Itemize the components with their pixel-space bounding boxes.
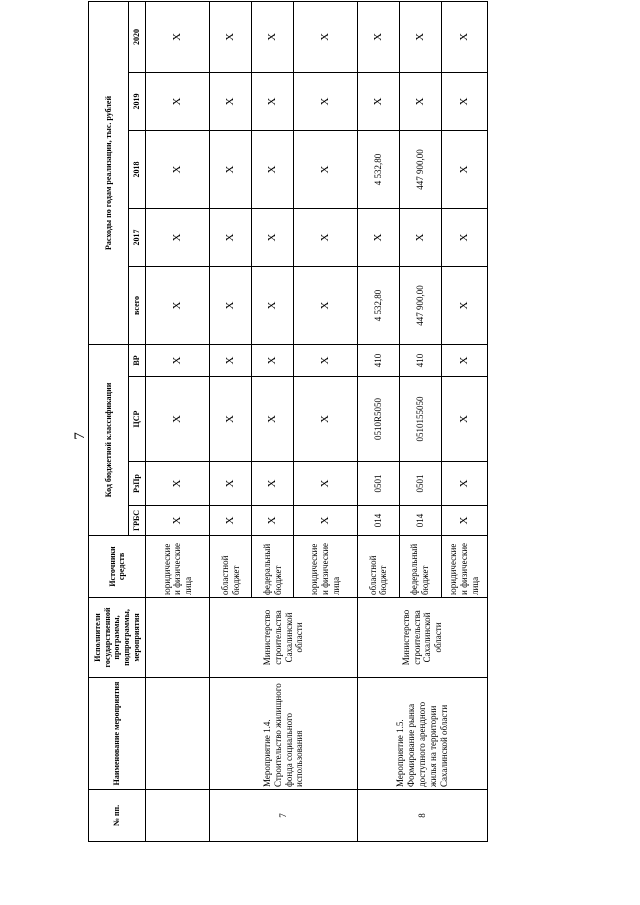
cell-grbs: 014 [399,506,441,536]
cell-2019: X [441,72,487,130]
cell-total: 4 532,80 [357,266,399,344]
cell-2020: X [252,1,294,72]
cell-2020: X [146,1,210,72]
cell-vr: 410 [357,344,399,376]
cell-grbs: 014 [357,506,399,536]
header-executor: Исполнители государственной программы, подпрограммы, мероприятия [89,598,146,678]
table-container [88,28,488,842]
cell-grbs: X [293,506,357,536]
cell-2018: X [210,130,252,208]
header-source: Источники средств [89,536,146,598]
cell-total: 447 900,00 [399,266,441,344]
table-row [210,1,252,841]
header-budget-code: Код бюджетной классификации [89,344,129,535]
cell-source: юридические и физические лица [146,536,210,598]
cell-empty [146,598,210,678]
cell-source: юридические и физические лица [293,536,357,598]
cell-rzpr: X [293,462,357,506]
cell-2018: 4 532,80 [357,130,399,208]
cell-source: федеральный бюджет [399,536,441,598]
header-2020: 2020 [128,1,146,72]
measure-name: Мероприятие 1.5. Формирование рынка доступного арендного жилья на территории Сахалинской области [357,678,487,790]
cell-rzpr: 0501 [399,462,441,506]
cell-empty [146,678,210,790]
cell-rzpr: X [146,462,210,506]
header-2018: 2018 [128,130,146,208]
header-vr: ВР [128,344,146,376]
cell-csr: X [441,377,487,462]
table-row [357,1,399,841]
cell-2018: X [252,130,294,208]
cell-2018: X [293,130,357,208]
cell-csr: X [293,377,357,462]
row-number: 7 [210,790,358,842]
cell-total: X [210,266,252,344]
cell-2018: X [146,130,210,208]
cell-source: юридические и физические лица [441,536,487,598]
cell-2019: X [399,72,441,130]
cell-2018: X [441,130,487,208]
executor: Министерство строительства Сахалинской области [210,598,358,678]
cell-csr: 0510R5050 [357,377,399,462]
cell-csr: X [210,377,252,462]
header-num: № пп. [89,790,146,842]
measure-name: Мероприятие 1.4. Строительство жилищного фонда социального использования [210,678,358,790]
cell-empty [146,790,210,842]
cell-rzpr: 0501 [357,462,399,506]
header-csr: ЦСР [128,377,146,462]
cell-2017: X [357,208,399,266]
cell-grbs: X [252,506,294,536]
cell-2017: X [441,208,487,266]
header-row-1 [89,1,129,841]
rotated-table-area [88,28,488,842]
cell-2019: X [146,72,210,130]
cell-2018: 447 900,00 [399,130,441,208]
cell-vr: X [252,344,294,376]
cell-rzpr: X [441,462,487,506]
cell-2017: X [252,208,294,266]
cell-total: X [441,266,487,344]
page-number: 7 [72,432,88,440]
cell-grbs: X [146,506,210,536]
row-number: 8 [357,790,487,842]
table-row [146,1,210,841]
header-expenses: Расходы по годам реализации, тыс. рублей [89,1,129,344]
cell-csr: X [252,377,294,462]
budget-table [88,1,488,842]
cell-2019: X [210,72,252,130]
header-grbs: ГРБС [128,506,146,536]
cell-grbs: X [210,506,252,536]
header-total: всего [128,266,146,344]
executor: Министерство строительства Сахалинской области [357,598,487,678]
cell-vr: 410 [399,344,441,376]
cell-source: областной бюджет [357,536,399,598]
cell-vr: X [441,344,487,376]
cell-2019: X [357,72,399,130]
cell-total: X [146,266,210,344]
cell-rzpr: X [210,462,252,506]
header-2019: 2019 [128,72,146,130]
cell-total: X [293,266,357,344]
cell-csr: 0510155050 [399,377,441,462]
cell-2017: X [210,208,252,266]
cell-2017: X [399,208,441,266]
cell-2020: X [293,1,357,72]
cell-source: областной бюджет [210,536,252,598]
cell-2019: X [293,72,357,130]
cell-source: федеральный бюджет [252,536,294,598]
cell-2020: X [441,1,487,72]
cell-2017: X [293,208,357,266]
cell-vr: X [146,344,210,376]
cell-2020: X [399,1,441,72]
header-rzpr: РзПр [128,462,146,506]
cell-grbs: X [441,506,487,536]
cell-2019: X [252,72,294,130]
cell-csr: X [146,377,210,462]
cell-total: X [252,266,294,344]
cell-vr: X [210,344,252,376]
header-2017: 2017 [128,208,146,266]
cell-2020: X [210,1,252,72]
cell-2020: X [357,1,399,72]
cell-vr: X [293,344,357,376]
header-name: Наименование мероприятия [89,678,146,790]
cell-2017: X [146,208,210,266]
cell-rzpr: X [252,462,294,506]
